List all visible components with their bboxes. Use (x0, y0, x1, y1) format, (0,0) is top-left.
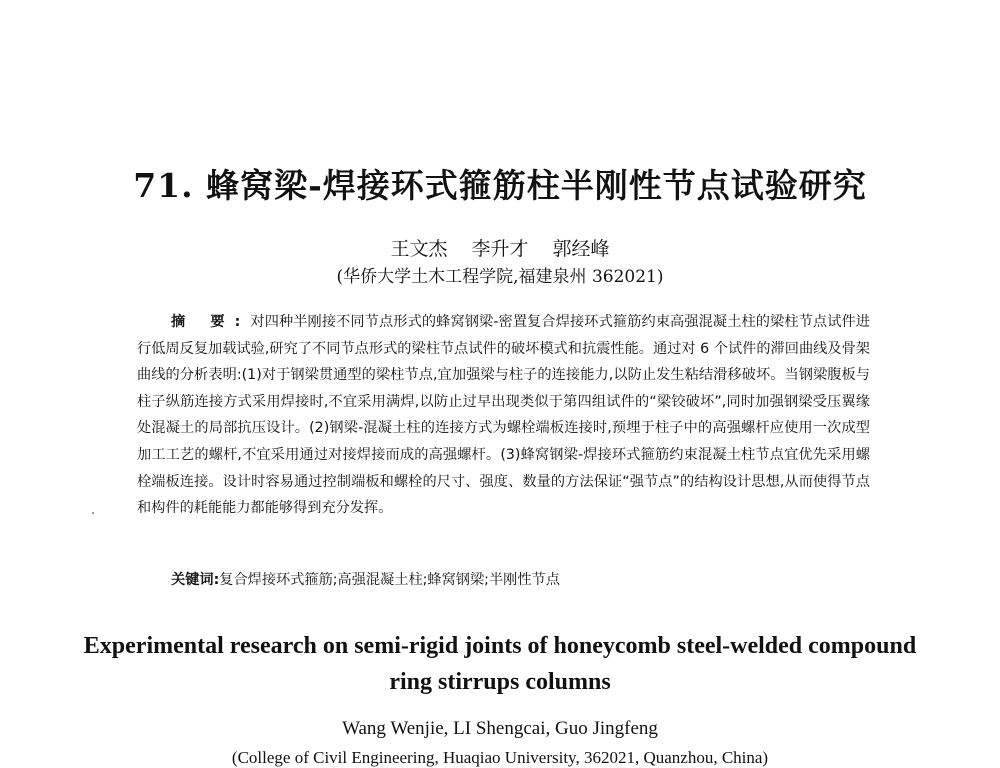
chinese-keywords (171, 570, 871, 590)
abstract-text: 对四种半刚接不同节点形式的蜂窝钢梁-密置复合焊接环式箍筋约束高强混凝土柱的梁柱节点试件进行低周反复加载试验,研究了不同节点形式的梁柱节点试件的破坏模式和抗震性能。通过对 6 个试件的滞回曲线及骨架曲线的分析表明:(1)对于钢梁贯通型的梁柱节点,宜加强梁与柱子的连接能力,以防止发生粘结滑移破坏。当钢梁腹板与柱子纵筋连接方式采用焊接时,不宜采用满焊,以防止过早出现类似于第四组试件的“梁铰破坏”,同时加强钢梁受压翼缘处混凝土的局部抗压设计。(2)钢梁-混凝土柱的连接方式为螺栓端板连接时,预埋于柱子中的高强螺杆应使用一次成型加工工艺的螺杆,不宜采用通过对接焊接而成的高强螺杆。(3)蜂窝钢梁-焊接环式箍筋约束混凝土柱节点宜优先采用螺栓端板连接。设计时容易通过控制端板和螺栓的尺寸、强度、数量的方法保证“强节点”的结构设计思想,从而使得节点和构件的耗能能力都能够得到充分发挥。 (137, 314, 870, 517)
english-authors: Wang Wenjie, LI Shengcai, Guo Jingfeng (342, 718, 658, 739)
keywords-label: 关键词: (171, 572, 220, 588)
keywords-text: 复合焊接环式箍筋;高强混凝土柱;蜂窝钢梁;半刚性节点 (219, 572, 560, 588)
english-affiliation: (College of Civil Engineering, Huaqiao University, 362021, Quanzhou, China) (231, 748, 769, 767)
english-title: Experimental research on semi-rigid joints of honeycomb steel-welded compound ring stirrups columns (83, 633, 917, 695)
abstract-label: 摘 要: (171, 314, 251, 330)
chinese-authors: 王文杰 李升才 郭经峰 (390, 238, 610, 260)
chinese-abstract (137, 309, 870, 522)
chinese-title: 71. 蜂窝梁-焊接环式箍筋柱半刚性节点试验研究 (133, 166, 867, 205)
chinese-affiliation: (华侨大学土木工程学院,福建泉州 362021) (336, 267, 664, 287)
scan-speck (92, 512, 94, 514)
